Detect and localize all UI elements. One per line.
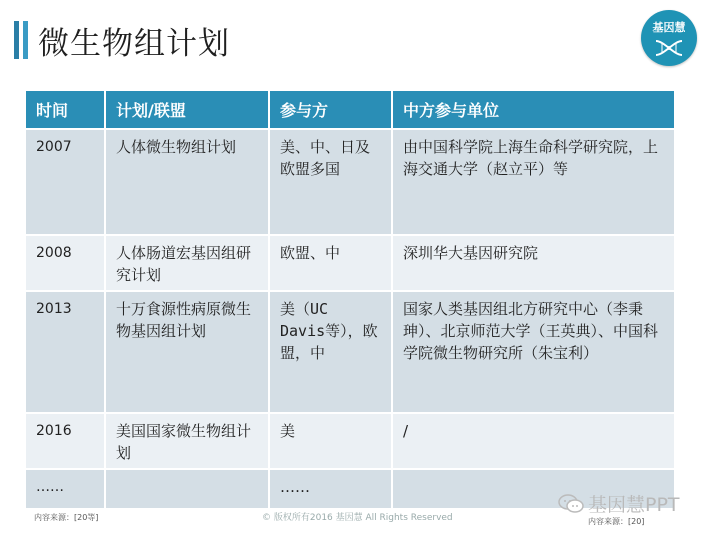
source-note-left: 内容来源：[20等] [34,513,99,522]
cell-year: 2007 [26,129,105,235]
cell-participants: …… [269,469,392,508]
table-row [26,413,674,469]
table-row [26,129,674,235]
header-participants: 参与方 [269,91,392,129]
title-accent-bars [14,21,28,59]
dna-helix-icon [654,37,684,59]
cell-project: 十万食源性病原微生物基因组计划 [105,291,269,413]
header-chinese-units: 中方参与单位 [392,91,674,129]
title-bar [14,20,230,60]
page-title: 微生物组计划 [38,25,230,62]
wechat-watermark [558,490,680,517]
logo-text: 基因慧 [652,21,686,34]
table-header-row [26,91,674,129]
cell-project: 美国国家微生物组计划 [105,413,269,469]
cell-participants: 欧盟、中 [269,235,392,291]
cell-participants: 美、中、日及欧盟多国 [269,129,392,235]
header-time: 时间 [26,91,105,129]
cell-units: 国家人类基因组北方研究中心（李秉珅）、北京师范大学（王英典）、中国科学院微生物研究所（朱宝利） [392,291,674,413]
cell-year: …… [26,469,105,508]
wechat-icon [558,494,584,514]
cell-project: 人体肠道宏基因组研究计划 [105,235,269,291]
watermark-text: 基因慧PPT [588,494,680,516]
cell-project: 人体微生物组计划 [105,129,269,235]
brand-logo [641,10,697,66]
cell-units: 深圳华大基因研究院 [392,235,674,291]
copyright-text: © 版权所有2016 基因慧 All Rights Reserved [262,513,453,523]
cell-year: 2016 [26,413,105,469]
cell-participants: 美（UC Davis等），欧盟，中 [269,291,392,413]
cell-units: 由中国科学院上海生命科学研究院，上海交通大学（赵立平）等 [392,129,674,235]
microbiome-projects-table [26,91,674,508]
cell-year: 2013 [26,291,105,413]
table-row [26,235,674,291]
source-note-right: 内容来源：[20] [588,517,645,526]
table-row [26,291,674,413]
cell-participants: 美 [269,413,392,469]
cell-year: 2008 [26,235,105,291]
cell-units: / [392,413,674,469]
cell-project [105,469,269,508]
header-project: 计划/联盟 [105,91,269,129]
